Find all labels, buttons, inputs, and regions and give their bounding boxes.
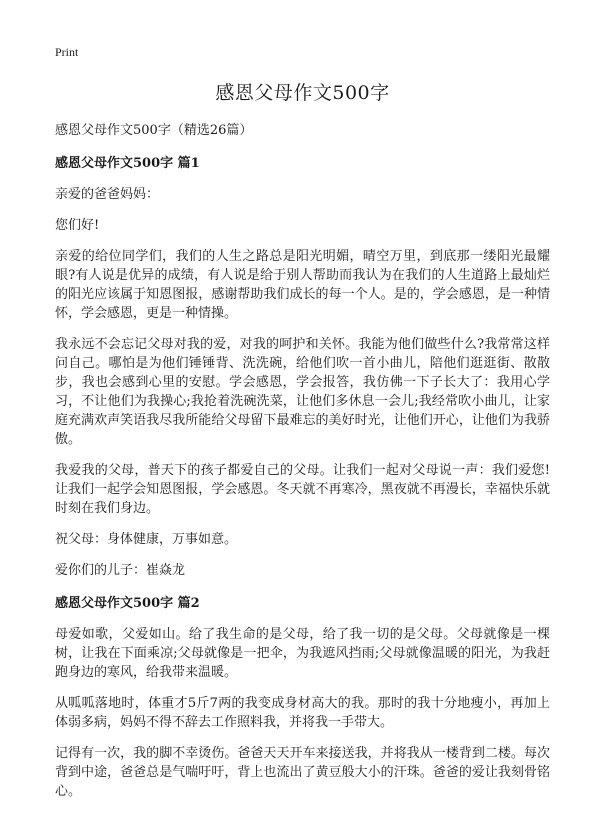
section-1 — [55, 152, 550, 580]
paragraph: 我永远不会忘记父母对我的爱，对我的呵护和关怀。我能为他们做些什么?我常常这样问自己。哪怕是为他们锤锤背、洗洗碗，给他们吹一首小曲儿，陪他们逛逛街、散散步，我也会感到心里的安慰。学会感恩，学会报答，我仿佛一下子长大了：我用心学习，不让他们为我操心;我抢着洗碗洗菜，让他们多休息一会儿;我经常吹小曲儿，让家庭充满欢声笑语我尽我所能给父母留下最难忘的美好时光，让他们开心，让他们为我骄傲。 — [55, 337, 550, 447]
section-2 — [55, 592, 550, 801]
document-body — [55, 78, 550, 813]
paragraph: 您们好! — [55, 218, 100, 233]
section-heading: 感恩父母作文500字 篇2 — [55, 596, 200, 611]
print-link[interactable]: Print — [55, 45, 79, 59]
paragraph: 从呱呱落地时，体重才5斤7两的我变成身材高大的我。那时的我十分地瘦小，再加上体弱多病，妈妈不得不辞去工作照料我，并将我一手带大。 — [55, 696, 550, 730]
paragraph: 祝父母：身体健康，万事如意。 — [55, 532, 238, 547]
section-heading: 感恩父母作文500字 篇1 — [55, 156, 200, 171]
paragraph: 记得有一次，我的脚不幸烫伤。爸爸天天开车来接送我，并将我从一楼背到二楼。每次背到中途，爸爸总是气喘吁吁，背上也流出了黄豆般大小的汗珠。爸爸的爱让我刻骨铭心。 — [55, 746, 550, 799]
paragraph: 母爱如歌，父爱如山。给了我生命的是父母，给了我一切的是父母。父母就像是一棵树，让我在下面乘凉;父母就像是一把伞，为我遮风挡雨;父母就像温暖的阳光，为我赶跑身边的寒风，给我带来温暖。 — [55, 627, 550, 680]
paragraph: 亲爱的爸爸妈妈： — [55, 187, 160, 202]
paragraph: 亲爱的给位同学们，我们的人生之路总是阳光明媚，晴空万里，到底那一缕阳光最耀眼?有人说是优异的成绩，有人说是给于别人帮助而我认为在我们的人生道路上最灿烂的阳光应该属于知恩图报，感谢帮助我们成长的每一个人。是的，学会感恩，是一种情怀，学会感恩，更是一种情操。 — [55, 249, 550, 321]
paragraph: 我爱我的父母，普天下的孩子都爱自己的父母。让我们一起对父母说一声：我们爱您!让我们一起学会知恩图报，学会感恩。冬天就不再寒冷，黑夜就不再漫长，幸福快乐就时刻在我们身边。 — [55, 463, 550, 516]
page-title: 感恩父母作文500字 — [215, 82, 390, 104]
page-subtitle: 感恩父母作文500字（精选26篇） — [55, 123, 253, 138]
paragraph: 爱你们的儿子：崔焱龙 — [55, 563, 186, 578]
